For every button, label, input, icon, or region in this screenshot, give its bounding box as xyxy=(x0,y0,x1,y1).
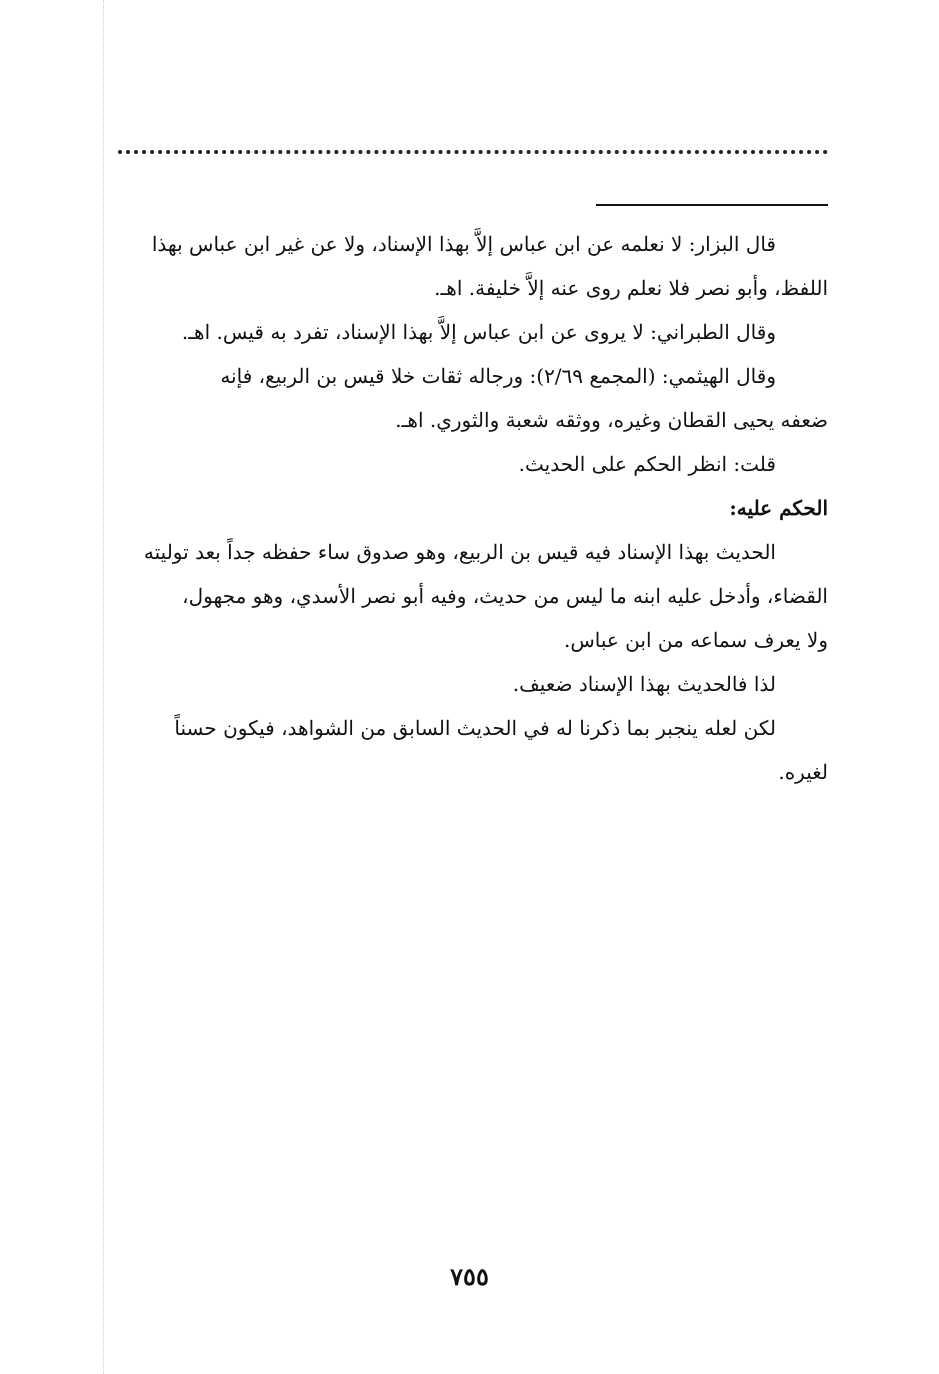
ruling-line-3: ولا يعرف سماعه من ابن عباس. xyxy=(563,628,828,652)
haythami-line-2: ضعفه يحيى القطان وغيره، ووثقه شعبة والثوري. اهـ. xyxy=(395,408,828,432)
qultu-note: قلت: انظر الحكم على الحديث. xyxy=(518,452,776,476)
reinforcement-line-2: لغيره. xyxy=(778,760,828,784)
haythami-line-1: وقال الهيثمي: (المجمع ٢/٦٩): ورجاله ثقات خلا قيس بن الربيع، فإنه xyxy=(220,364,776,388)
ruling-line-1: الحديث بهذا الإسناد فيه قيس بن الربيع، وهو صدوق ساء حفظه جداً بعد توليته xyxy=(143,540,776,564)
ruling-line-2: القضاء، وأدخل عليه ابنه ما ليس من حديث، وفيه أبو نصر الأسدي، وهو مجهول، xyxy=(182,584,828,608)
conclusion: لذا فالحديث بهذا الإسناد ضعيف. xyxy=(512,672,776,696)
main-text xyxy=(106,222,828,794)
bazzar-line-1: قال البزار: لا نعلمه عن ابن عباس إلاَّ بهذا الإسناد، ولا عن غير ابن عباس بهذا xyxy=(151,232,776,256)
page-edge xyxy=(103,0,105,1374)
tabarani-quote: وقال الطبراني: لا يروى عن ابن عباس إلاَّ بهذا الإسناد، تفرد به قيس. اهـ. xyxy=(181,320,776,344)
footnote-rule xyxy=(596,204,828,206)
bazzar-line-2: اللفظ، وأبو نصر فلا نعلم روى عنه إلاَّ خليفة. اهـ. xyxy=(434,276,828,300)
reinforcement-line-1: لكن لعله ينجبر بما ذكرنا له في الحديث السابق من الشواهد، فيكون حسناً xyxy=(174,716,776,740)
ruling-heading: الحكم عليه: xyxy=(729,496,828,520)
page-number: ٧٥٥ xyxy=(450,1262,489,1291)
dotted-separator xyxy=(118,150,828,154)
